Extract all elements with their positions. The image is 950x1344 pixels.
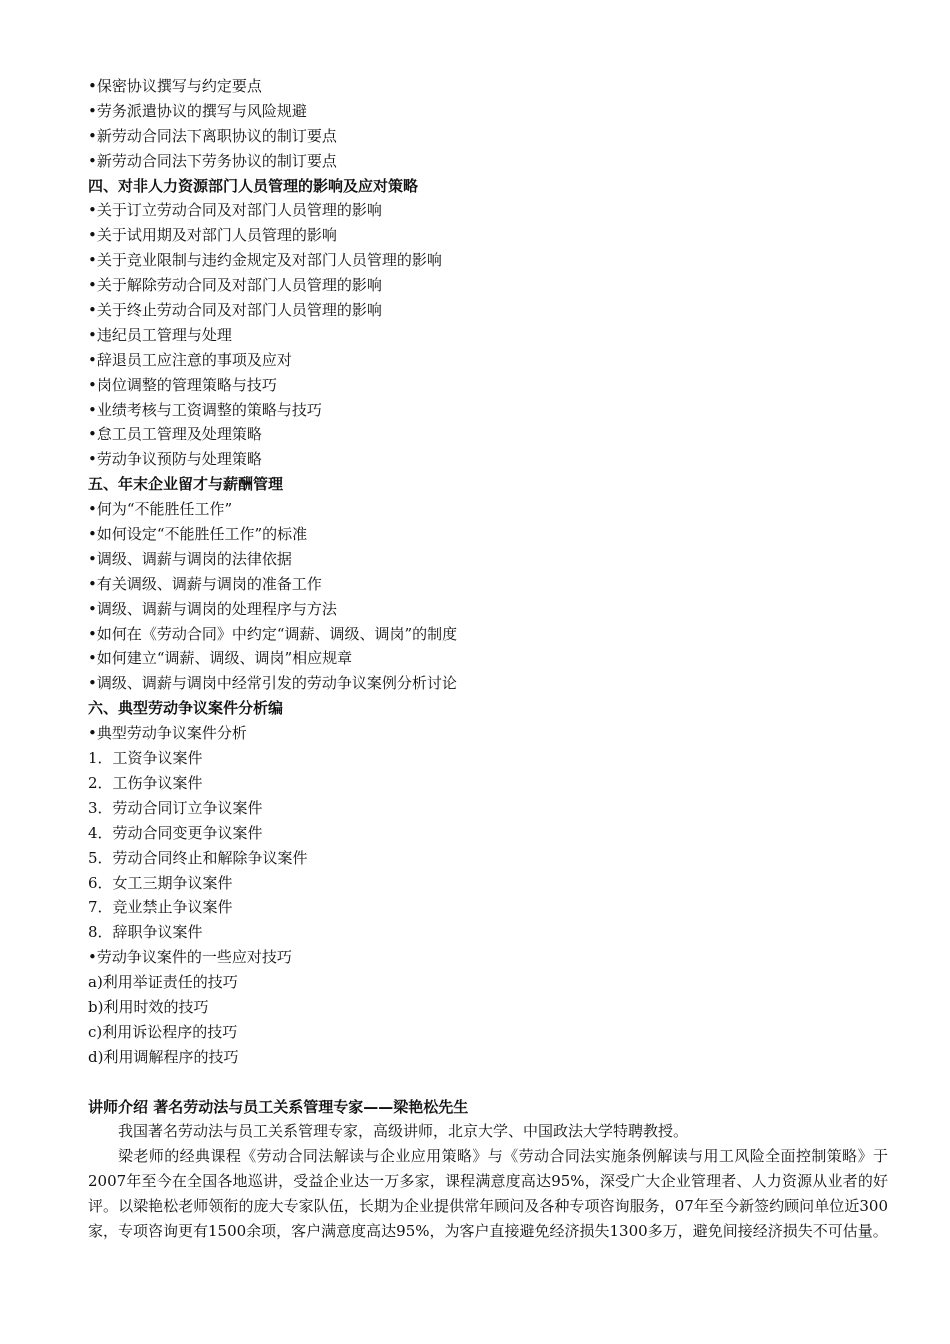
list-item: c)利用诉讼程序的技巧: [88, 1022, 238, 1041]
list-item: •如何建立“调薪、调级、调岗”相应规章: [88, 649, 353, 668]
list-item: 4．劳动合同变更争议案件: [88, 823, 263, 842]
list-item: d)利用调解程序的技巧: [88, 1047, 239, 1066]
list-item: •劳动争议预防与处理策略: [88, 450, 262, 469]
list-item: 7．竞业禁止争议案件: [88, 898, 233, 917]
list-item: 5．劳动合同终止和解除争议案件: [88, 848, 308, 867]
list-item: •如何在《劳动合同》中约定“调薪、调级、调岗”的制度: [88, 624, 458, 643]
list-item: •调级、调薪与调岗中经常引发的劳动争议案例分析讨论: [88, 674, 457, 693]
list-item: •保密协议撰写与约定要点: [88, 77, 262, 95]
list-item: •劳动争议案件的一些应对技巧: [88, 948, 292, 967]
instructor-paragraph: 我国著名劳动法与员工关系管理专家，高级讲师，北京大学、中国政法大学特聘教授。: [118, 1122, 689, 1141]
section6-heading: 六、典型劳动争议案件分析编: [88, 699, 284, 718]
list-item: •新劳动合同法下劳务协议的制订要点: [88, 151, 337, 170]
list-item: •关于解除劳动合同及对部门人员管理的影响: [88, 276, 382, 295]
list-item: •何为“不能胜任工作”: [88, 500, 233, 519]
list-item: •岗位调整的管理策略与技巧: [88, 375, 277, 394]
section5-list: [88, 497, 888, 696]
list-item: 6．女工三期争议案件: [88, 873, 233, 892]
instructor-heading: 讲师介绍 著名劳动法与员工关系管理专家——梁艳松先生: [88, 1097, 469, 1116]
section5-heading: 五、年末企业留才与薪酬管理: [88, 475, 284, 494]
list-item: •如何设定“不能胜任工作”的标准: [88, 525, 308, 544]
section6-list: [88, 721, 888, 1069]
list-item: 3．劳动合同订立争议案件: [88, 798, 263, 817]
list-item: •调级、调薪与调岗的法律依据: [88, 549, 292, 568]
list-item: •典型劳动争议案件分析: [88, 724, 247, 743]
list-item: 8．辞职争议案件: [88, 923, 203, 942]
blank-line: [88, 1070, 888, 1095]
instructor-paragraph: 梁老师的经典课程《劳动合同法解读与企业应用策略》与《劳动合同法实施条例解读与用工风险全面控制策略》于2007年至今在全国各地巡讲，受益企业达一万多家，课程满意度高达95%，深受广大企业管理者、人力资源从业者的好评。以梁艳松老师领衔的庞大专家队伍，长期为企业提供常年顾问及各种专项咨询服务，07年至今新签约顾问单位近300家，专项咨询更有1500余项，客户满意度高达95%，为客户直接避免经济损失1300多万，避免间接经济损失不可估量。: [88, 1147, 888, 1240]
list-item: •辞退员工应注意的事项及应对: [88, 350, 292, 369]
list-item: •新劳动合同法下离职协议的制订要点: [88, 126, 337, 145]
list-item: •关于终止劳动合同及对部门人员管理的影响: [88, 301, 382, 320]
list-item: •业绩考核与工资调整的策略与技巧: [88, 400, 322, 419]
list-item: a)利用举证责任的技巧: [88, 973, 238, 992]
list-item: 1．工资争议案件: [88, 749, 203, 768]
list-item: •怠工员工管理及处理策略: [88, 425, 262, 444]
list-item: •劳务派遣协议的撰写与风险规避: [88, 101, 307, 120]
list-item: •关于订立劳动合同及对部门人员管理的影响: [88, 201, 382, 220]
list-item: •关于竞业限制与违约金规定及对部门人员管理的影响: [88, 251, 442, 270]
list-item: •违纪员工管理与处理: [88, 325, 232, 344]
list-item: •关于试用期及对部门人员管理的影响: [88, 226, 337, 245]
list-item: •调级、调薪与调岗的处理程序与方法: [88, 599, 337, 618]
section4-list: [88, 198, 888, 472]
list-item: •有关调级、调薪与调岗的准备工作: [88, 574, 322, 593]
document-page: [88, 74, 888, 1243]
list-item: b)利用时效的技巧: [88, 997, 209, 1016]
section4-heading: 四、对非人力资源部门人员管理的影响及应对策略: [88, 176, 419, 195]
list-item: 2．工伤争议案件: [88, 773, 203, 792]
section3-tail-list: [88, 74, 888, 174]
